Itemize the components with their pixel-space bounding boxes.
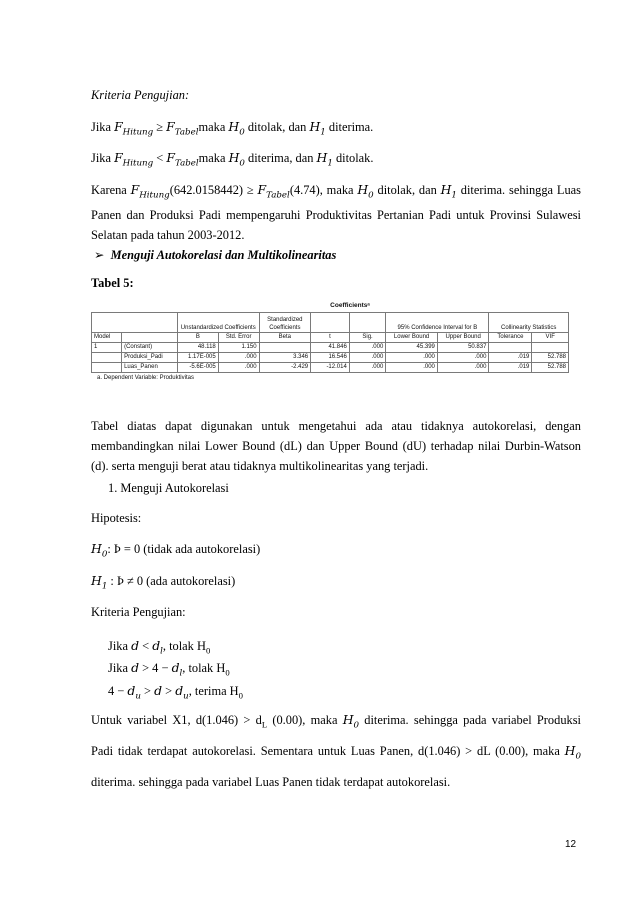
cell: .000	[349, 353, 386, 363]
text: Jika	[108, 639, 132, 653]
cell: .000	[437, 353, 489, 363]
table-explanation-paragraph: Tabel diatas dapat digunakan untuk mengetahui ada atau tidaknya autokorelasi, dengan membandingkan nilai Lower Bound (dL) dan Upper Bound (dU) terhadap nilai Durbin-Watson (d). serta menguji berat atau tidaknya multikolinearitas yang terjadi.	[91, 419, 581, 473]
criteria-line-1	[91, 119, 373, 137]
cell: 3.346	[259, 353, 311, 363]
text: , terima H	[188, 684, 239, 698]
header-cell: Upper Bound	[437, 333, 489, 343]
cell: .000	[386, 363, 438, 373]
text: diterima.	[325, 120, 374, 134]
coefficients-table-image	[91, 300, 569, 381]
dw-criteria-1	[108, 638, 210, 656]
h0: $H_0$	[91, 541, 108, 560]
blank-cell	[311, 313, 350, 333]
h0: $H_0$	[342, 712, 360, 731]
header-cell: B	[177, 333, 218, 343]
text: 4 −	[108, 684, 128, 698]
cell: 52.788	[532, 363, 569, 373]
table-row	[92, 353, 569, 363]
coefficients-table	[91, 312, 569, 373]
blank-cell	[92, 313, 178, 333]
cell: (Constant)	[122, 343, 178, 353]
op: <	[139, 639, 153, 653]
sub: 0	[225, 667, 230, 678]
header-cell: Std. Error	[218, 333, 259, 343]
f-hitung: $F_{Hitung}$	[130, 182, 170, 201]
text: , tolak H	[162, 639, 206, 653]
h0: $H_0$	[564, 743, 581, 762]
hypothesis-heading: Hipotesis:	[91, 511, 142, 525]
op: <	[153, 151, 167, 165]
text: ditolak.	[332, 151, 374, 165]
cell: 1	[92, 343, 122, 353]
text: : Þ ≠ 0 (ada autokorelasi)	[107, 574, 236, 588]
dw-criteria-3	[108, 683, 243, 701]
numbered-item: 1. Menguji Autokorelasi	[108, 481, 229, 495]
hypothesis-h0	[91, 541, 260, 559]
text: diterima, dan	[244, 151, 317, 165]
text: Untuk variabel X1, d(1.046) > d	[91, 713, 262, 727]
sub: 0	[238, 690, 243, 701]
cell: 52.788	[532, 353, 569, 363]
f-hitung: $F_{Hitung}$	[114, 119, 154, 138]
text: : Þ = 0 (tidak ada autokorelasi)	[107, 542, 261, 556]
para-line	[91, 707, 581, 738]
table-footnote: a. Dependent Variable: Produktivitas	[97, 375, 194, 381]
cell: -12.014	[311, 363, 350, 373]
table-label: Tabel 5:	[91, 276, 134, 290]
hypothesis-h1	[91, 573, 235, 591]
cell: 50.837	[437, 343, 489, 353]
text: maka	[198, 151, 229, 165]
cell: .000	[349, 363, 386, 373]
text: maka	[198, 120, 229, 134]
h1: $H_1$	[440, 182, 457, 201]
group-standardized: Standardized Coefficients	[259, 313, 311, 333]
cell: -5.6E-005	[177, 363, 218, 373]
d: d	[131, 660, 139, 675]
autocorrelation-conclusion	[91, 707, 581, 795]
group-collinearity: Collinearity Statistics	[489, 313, 569, 333]
op: >	[162, 684, 176, 698]
f-hitung: $F_{Hitung}$	[114, 150, 154, 169]
cell: .000	[218, 353, 259, 363]
op: >	[140, 684, 155, 698]
group-unstandardized: Unstandardized Coefficients	[177, 313, 259, 333]
cell: 41.846	[311, 343, 350, 353]
cell: .000	[386, 353, 438, 363]
page-number: 12	[565, 839, 577, 850]
criteria-heading: Kriteria Pengujian:	[91, 88, 190, 102]
du: $d_u$	[127, 683, 141, 702]
d: d	[131, 638, 139, 653]
text: , maka	[319, 183, 358, 197]
text: ditolak, dan	[373, 183, 441, 197]
h0: $H_0$	[228, 119, 245, 138]
cell: .019	[489, 353, 532, 363]
text: Karena	[91, 183, 131, 197]
f-tabel: $F_{Tabel}$	[257, 182, 290, 201]
table-row	[92, 343, 569, 353]
section-heading	[94, 247, 336, 263]
d: d	[154, 683, 163, 698]
cell	[92, 363, 122, 373]
dl: $d_l$	[171, 660, 183, 679]
header-row	[92, 333, 569, 343]
op: > 4 −	[139, 661, 172, 675]
op: ≥	[153, 120, 167, 134]
cell: .000	[437, 363, 489, 373]
para-line	[91, 738, 581, 769]
cell: .019	[489, 363, 532, 373]
sub: L	[261, 719, 268, 730]
header-cell: t	[311, 333, 350, 343]
text: diterima. sehingga Luas Panen dan Produksi Padi mempengaruhi Produktivitas Pertanian Padi untuk Provinsi Sulawesi Selatan pada tahun 2003-2012.	[91, 183, 581, 243]
text: (4.74)	[289, 183, 320, 197]
cell: -2.429	[259, 363, 311, 373]
text: Jika	[108, 661, 132, 675]
text: , tolak H	[182, 661, 226, 675]
arrow-bullet-icon: ➢	[94, 247, 105, 262]
sub: 0	[205, 645, 211, 656]
dw-criteria-2	[108, 660, 230, 678]
cell: .000	[349, 343, 386, 353]
text: (642.0158442) ≥	[169, 183, 258, 197]
cell: 1.150	[218, 343, 259, 353]
cell: 1.17E-005	[177, 353, 218, 363]
f-tabel: $F_{Tabel}$	[166, 150, 199, 169]
criteria-line-2	[91, 150, 373, 168]
cell: 45.399	[386, 343, 438, 353]
h0: $H_0$	[228, 150, 245, 169]
text: Jika	[91, 120, 115, 134]
cell: .000	[218, 363, 259, 373]
header-group-row	[92, 313, 569, 333]
header-cell	[122, 333, 178, 343]
text: (0.00), maka	[267, 713, 343, 727]
dl: $d_l$	[152, 638, 163, 657]
h1: $H_1$	[316, 150, 333, 169]
h1: $H_1$	[309, 119, 326, 138]
text: diterima. sehingga pada variabel Produksi	[359, 713, 581, 727]
header-cell: Sig.	[349, 333, 386, 343]
cell: Produksi_Padi	[122, 353, 178, 363]
conclusion-paragraph	[91, 180, 581, 245]
cell	[489, 343, 532, 353]
group-confidence-interval: 95% Confidence Interval for B	[386, 313, 489, 333]
cell	[532, 343, 569, 353]
cell	[92, 353, 122, 363]
text: ditolak, dan	[244, 120, 310, 134]
header-cell: Tolerance	[489, 333, 532, 343]
para-line: diterima. sehingga pada variabel Luas Panen tidak terdapat autokorelasi.	[91, 774, 451, 789]
coefficients-title: Coefficientsᵃ	[330, 302, 370, 309]
header-cell: Beta	[259, 333, 311, 343]
cell: 16.546	[311, 353, 350, 363]
text: Padi tidak terdapat autokorelasi. Sementara untuk Luas Panen, d(1.046) > dL (0.00), maka	[91, 744, 565, 759]
criteria-heading-2: Kriteria Pengujian:	[91, 605, 186, 619]
cell: 48.118	[177, 343, 218, 353]
f-tabel: $F_{Tabel}$	[166, 119, 199, 138]
header-cell: Lower Bound	[386, 333, 438, 343]
du: $d_u$	[175, 683, 189, 702]
table-row	[92, 363, 569, 373]
section-heading-text: Menguji Autokorelasi dan Multikolinearitas	[110, 248, 337, 262]
cell: Luas_Panen	[122, 363, 178, 373]
h1: $H_1$	[91, 573, 108, 592]
blank-cell	[349, 313, 386, 333]
text: Jika	[91, 151, 115, 165]
h0: $H_0$	[357, 182, 374, 201]
header-cell: VIF	[532, 333, 569, 343]
cell	[259, 343, 311, 353]
header-cell: Model	[92, 333, 122, 343]
